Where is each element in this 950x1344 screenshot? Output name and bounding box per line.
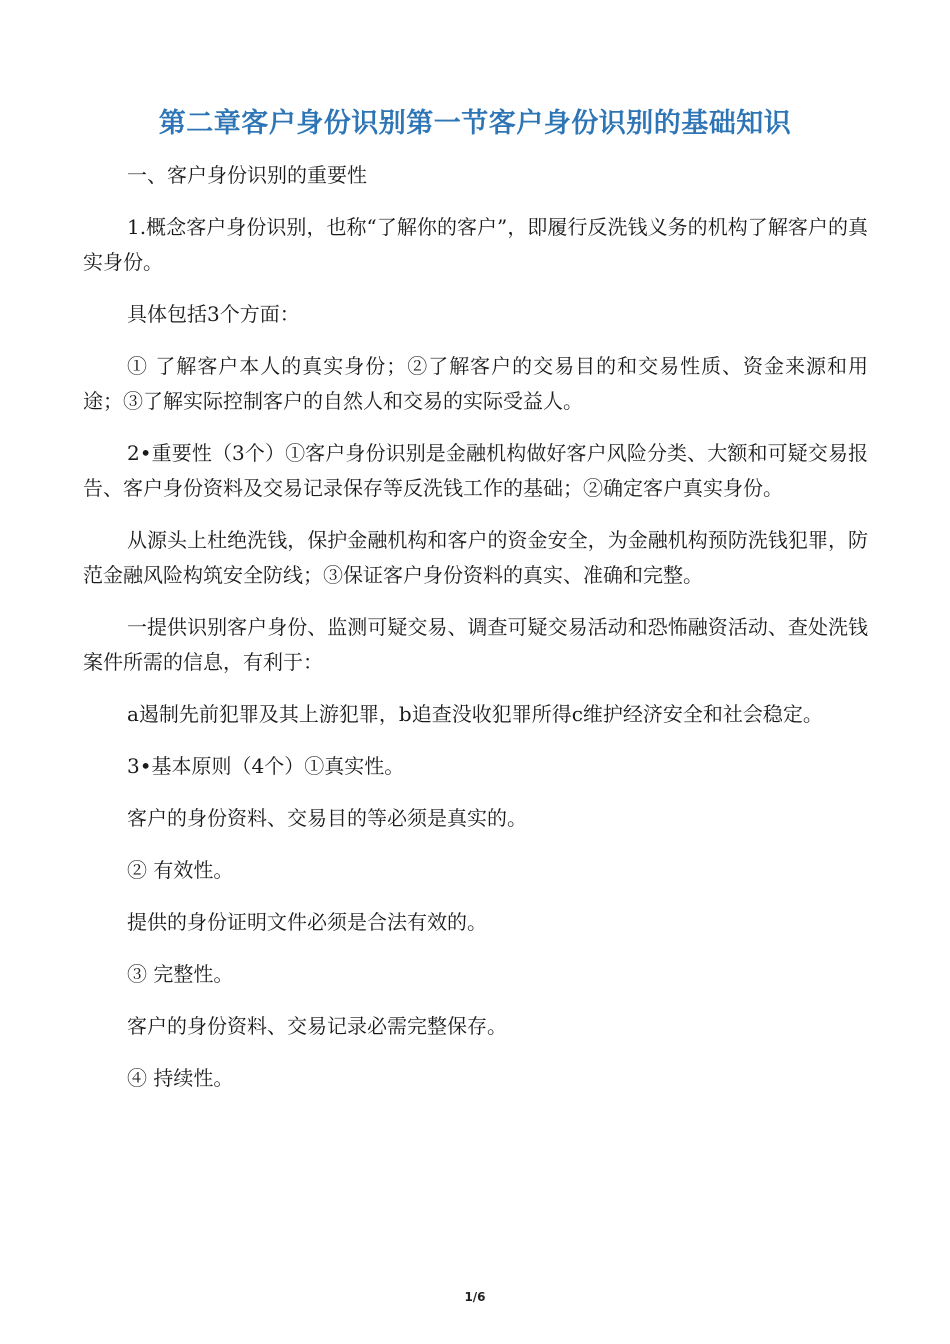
paragraph: ② 有效性。 (127, 858, 234, 882)
paragraph: 客户的身份资料、交易目的等必须是真实的。 (127, 806, 527, 830)
paragraph: 客户的身份资料、交易记录必需完整保存。 (127, 1014, 507, 1038)
page-number: 1/6 (464, 1290, 486, 1304)
paragraph: 一、客户身份识别的重要性 (127, 163, 367, 187)
paragraph: 一提供识别客户身份、监测可疑交易、调查可疑交易活动和恐怖融资活动、查处洗钱案件所需的信息，有利于： (83, 615, 868, 674)
paragraph: 1.概念客户身份识别，也称“了解你的客户”，即履行反洗钱义务的机构了解客户的真实身份。 (83, 215, 868, 274)
paragraph: 3•基本原则（4个）①真实性。 (127, 754, 405, 778)
document-body (83, 158, 868, 1113)
paragraph: 具体包括3个方面： (127, 302, 300, 326)
paragraph: a遏制先前犯罪及其上游犯罪，b追查没收犯罪所得c维护经济安全和社会稳定。 (127, 702, 823, 726)
paragraph: ③ 完整性。 (127, 962, 234, 986)
paragraph: 提供的身份证明文件必须是合法有效的。 (127, 910, 487, 934)
paragraph: 从源头上杜绝洗钱，保护金融机构和客户的资金安全，为金融机构预防洗钱犯罪，防范金融风险构筑安全防线；③保证客户身份资料的真实、准确和完整。 (83, 528, 868, 587)
document-title: 第二章客户身份识别第一节客户身份识别的基础知识 (158, 108, 792, 139)
paragraph: ① 了解客户本人的真实身份；②了解客户的交易目的和交易性质、资金来源和用途；③了解实际控制客户的自然人和交易的实际受益人。 (83, 354, 868, 413)
paragraph: ④ 持续性。 (127, 1066, 234, 1090)
paragraph: 2•重要性（3个）①客户身份识别是金融机构做好客户风险分类、大额和可疑交易报告、客户身份资料及交易记录保存等反洗钱工作的基础；②确定客户真实身份。 (83, 441, 868, 500)
